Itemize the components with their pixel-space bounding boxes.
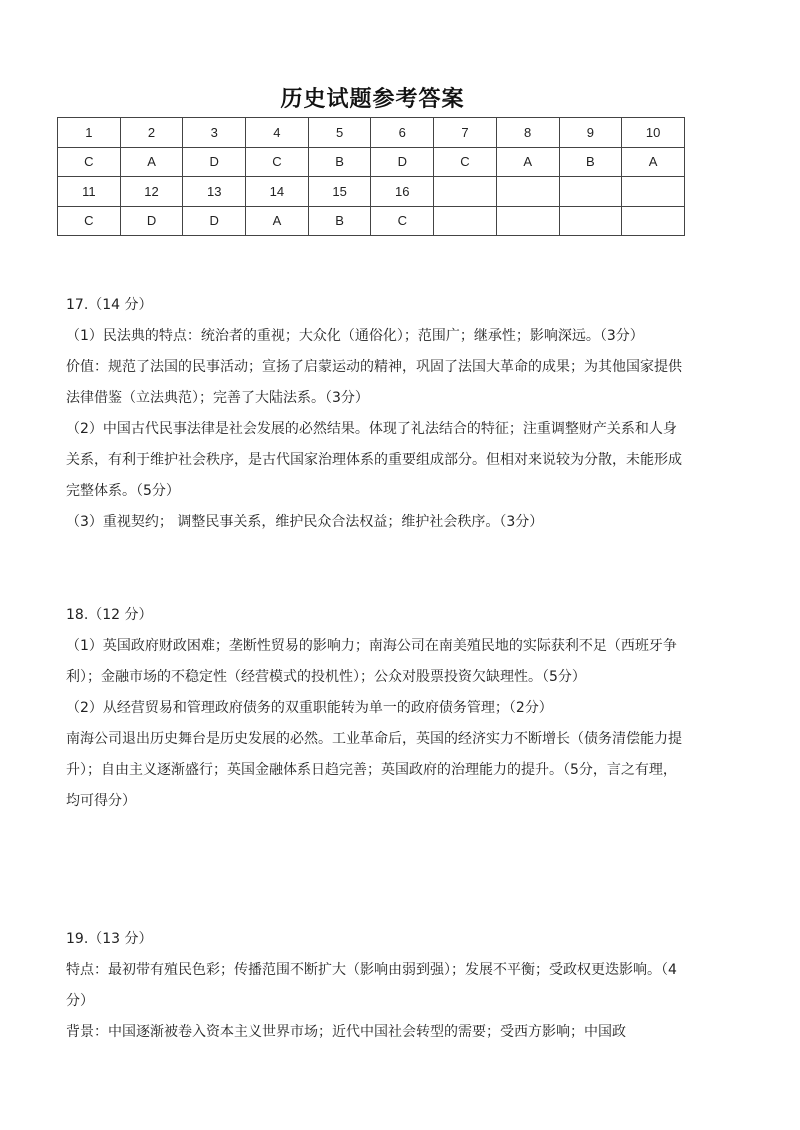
answer-table-cell: A	[496, 147, 559, 177]
answer-table-cell: 13	[183, 177, 246, 207]
q19-background: 背景：中国逐渐被卷入资本主义世界市场；近代中国社会转型的需要；受西方影响；中国政	[66, 1024, 626, 1040]
answer-table-cell: C	[58, 147, 121, 177]
answer-table-row	[58, 177, 685, 207]
answer-table-cell: C	[434, 147, 497, 177]
answer-table-cell	[434, 177, 497, 207]
answer-table-cell: D	[183, 147, 246, 177]
answer-table-cell: C	[371, 206, 434, 236]
answer-table-cell: 1	[58, 118, 121, 148]
answer-table-cell: B	[308, 206, 371, 236]
q19-features: 特点：最初带有殖民色彩；传播范围不断扩大（影响由弱到强）；发展不平衡；受政权更迭影响。（4分）	[66, 962, 677, 1009]
answer-table-cell	[434, 206, 497, 236]
answer-table	[57, 117, 685, 236]
answer-table-row	[58, 206, 685, 236]
answer-table-cell: 3	[183, 118, 246, 148]
answer-table-cell	[559, 177, 622, 207]
answer-table-cell	[622, 177, 685, 207]
answer-table-cell: 2	[120, 118, 183, 148]
answer-table-cell	[496, 177, 559, 207]
answer-table-cell: 12	[120, 177, 183, 207]
q17-value: 价值：规范了法国的民事活动；宣扬了启蒙运动的精神，巩固了法国大革命的成果；为其他国家提供法律借鉴（立法典范）；完善了大陆法系。（3分）	[66, 359, 682, 406]
answer-table-cell: 7	[434, 118, 497, 148]
question-19-heading: 19.（13 分）	[66, 931, 153, 947]
answer-table-cell: 9	[559, 118, 622, 148]
answer-table-cell	[496, 206, 559, 236]
q17-part2: （2）中国古代民事法律是社会发展的必然结果。体现了礼法结合的特征；注重调整财产关系和人身关系，有利于维护社会秩序，是古代国家治理体系的重要组成部分。但相对来说较为分散，未能形成完整体系。（5分）	[66, 421, 682, 499]
question-19	[66, 924, 688, 1048]
answer-table-cell: B	[308, 147, 371, 177]
answer-table-cell: 11	[58, 177, 121, 207]
answer-table-cell: D	[183, 206, 246, 236]
answer-table-row	[58, 118, 685, 148]
answer-table-cell: A	[622, 147, 685, 177]
answer-table-cell: 6	[371, 118, 434, 148]
q17-part1: （1）民法典的特点：统治者的重视；大众化（通俗化）；范围广；继承性；影响深远。（3分）	[66, 328, 644, 344]
answer-table-cell	[559, 206, 622, 236]
answer-table-cell: 14	[246, 177, 309, 207]
answer-table-cell: C	[246, 147, 309, 177]
answer-table-cell: 10	[622, 118, 685, 148]
answer-table-cell: 16	[371, 177, 434, 207]
question-18-heading: 18.（12 分）	[66, 607, 153, 623]
answer-table-cell: A	[246, 206, 309, 236]
question-18	[66, 600, 688, 817]
answer-table-cell: 5	[308, 118, 371, 148]
question-17	[66, 290, 688, 538]
answer-table-cell: 4	[246, 118, 309, 148]
answer-table-cell: 8	[496, 118, 559, 148]
answer-table-cell: 15	[308, 177, 371, 207]
answer-table-cell: C	[58, 206, 121, 236]
page-title: 历史试题参考答案	[280, 87, 465, 112]
q17-part3: （3）重视契约； 调整民事关系，维护民众合法权益；维护社会秩序。（3分）	[66, 514, 544, 530]
q18-part2: （2）从经营贸易和管理政府债务的双重职能转为单一的政府债务管理；（2分）	[66, 700, 553, 716]
answer-table-cell: D	[120, 206, 183, 236]
answer-table-row	[58, 147, 685, 177]
answer-table-cell	[622, 206, 685, 236]
answer-table-cell: B	[559, 147, 622, 177]
q18-part1: （1）英国政府财政困难；垄断性贸易的影响力；南海公司在南美殖民地的实际获利不足（西班牙争利）；金融市场的不稳定性（经营模式的投机性）；公众对股票投资欠缺理性。（5分）	[66, 638, 677, 685]
answer-table-cell: D	[371, 147, 434, 177]
question-17-heading: 17.（14 分）	[66, 297, 153, 313]
q18-conclusion: 南海公司退出历史舞台是历史发展的必然。工业革命后，英国的经济实力不断增长（债务清偿能力提升）；自由主义逐渐盛行；英国金融体系日趋完善；英国政府的治理能力的提升。（5分，言之有理，均可得分）	[66, 731, 682, 809]
answer-table-cell: A	[120, 147, 183, 177]
